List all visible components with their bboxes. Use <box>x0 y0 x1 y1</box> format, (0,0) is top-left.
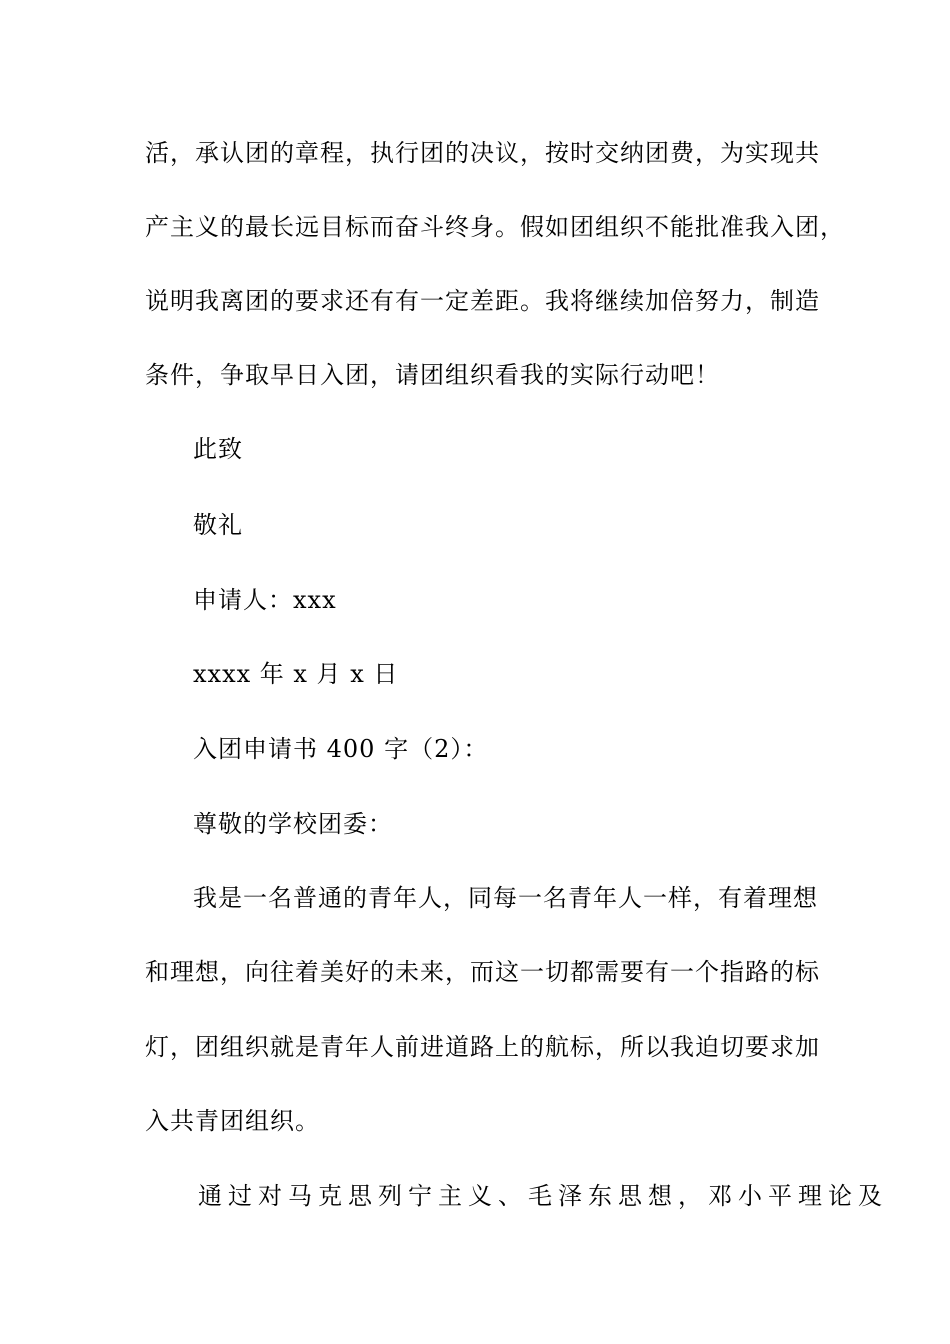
closing-regards: 敬礼 <box>193 511 243 539</box>
body-text-line: 灯，团组织就是青年人前进道路上的航标，所以我迫切要求加 <box>145 1033 820 1061</box>
section-heading: 入团申请书 400 字（2）： <box>193 735 489 763</box>
applicant-signature: 申请人：xxx <box>193 586 337 614</box>
closing-salutation: 此致 <box>193 435 243 463</box>
body-text-line: 我是一名普通的青年人，同每一名青年人一样，有着理想 <box>193 884 818 912</box>
body-text-line: 说明我离团的要求还有有一定差距。我将继续加倍努力，制造 <box>145 287 820 315</box>
body-text-line: 条件，争取早日入团，请团组织看我的实际行动吧！ <box>145 361 720 389</box>
body-text-line: 产主义的最长远目标而奋斗终身。假如团组织不能批准我入团， <box>145 213 845 241</box>
body-text-line: 活，承认团的章程，执行团的决议，按时交纳团费，为实现共 <box>145 139 820 167</box>
letter-greeting: 尊敬的学校团委： <box>193 810 393 838</box>
application-date: xxxx 年 x 月 x 日 <box>193 660 399 688</box>
body-text-line: 和理想，向往着美好的未来，而这一切都需要有一个指路的标 <box>145 958 820 986</box>
body-text-line: 入共青团组织。 <box>145 1107 320 1135</box>
body-text-line: 通过对马克思列宁主义、毛泽东思想，邓小平理论及 <box>198 1182 888 1210</box>
